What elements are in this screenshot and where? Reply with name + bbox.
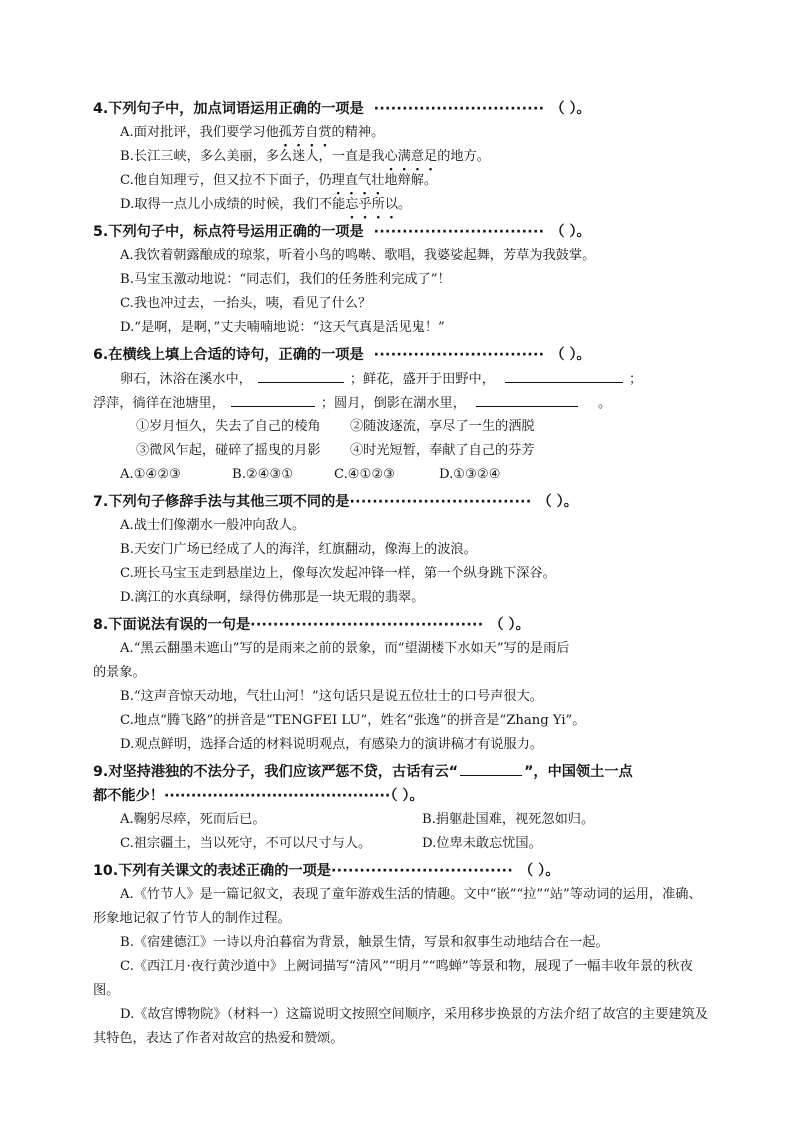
option-5c: C.我也冲过去，一抬头，咦，看见了什么？ bbox=[120, 296, 372, 311]
emphasized-char: 赏 bbox=[318, 125, 332, 140]
option-6b: B.②④③① bbox=[232, 467, 294, 482]
option-9b: B.捐躯赴国难，视死忽如归。 bbox=[422, 812, 595, 827]
poem-line-2 bbox=[93, 391, 713, 415]
option-5d: D.“是啊，是啊，”丈夫喃喃地说：“这天气真是活见鬼！” bbox=[120, 320, 445, 335]
emphasized-char: 满 bbox=[397, 149, 411, 164]
question-9-stem bbox=[93, 760, 713, 784]
question-8-stem bbox=[93, 613, 713, 637]
leader-dots: ·········································· bbox=[163, 788, 391, 804]
emphasized-char: 气 bbox=[358, 173, 372, 188]
option-7a: A.战士们像潮水一般冲向敌人。 bbox=[120, 518, 306, 533]
leader-dots: ······························ bbox=[373, 224, 545, 240]
option-10b: B.《宿建德江》一诗以舟泊暮宿为背景，触景生情，写景和叙事生动地结合在一起。 bbox=[120, 935, 609, 950]
poem-text: 卵石，沐浴在溪水中， bbox=[120, 372, 252, 387]
poem-line-1 bbox=[93, 367, 713, 391]
option-text: A.面对批评，我们要学习他 bbox=[120, 125, 279, 140]
choice-row-2 bbox=[93, 439, 713, 463]
emphasized-char: 孤 bbox=[278, 125, 292, 140]
option-8a: A.“黑云翻墨未遮山”写的是雨来之前的景象，而“望湖楼下水如天”写的是雨后 bbox=[120, 641, 570, 656]
answer-blank: （ ）。 bbox=[550, 347, 591, 363]
fill-blank bbox=[231, 391, 315, 407]
question-text: 9.对坚持港独的不法分子，我们应该严惩不贷，古话有云“ bbox=[93, 764, 459, 780]
option-9a: A.鞠躬尽瘁，死而后已。 bbox=[120, 812, 266, 827]
emphasized-char: 直 bbox=[344, 173, 358, 188]
option-10a: A.《竹节人》是一篇记叙文，表现了童年游戏生活的情趣。文中“嵌”“拉”“站”等动词的运用，准确、形象地记叙了竹节人的制作过程。 bbox=[93, 887, 702, 926]
question-4-stem bbox=[93, 97, 713, 121]
answer-blank: （ ）。 bbox=[489, 617, 530, 633]
emphasized-char: 理 bbox=[331, 173, 345, 188]
option-text: 地辩解。 bbox=[384, 173, 438, 188]
leader-dots: ································ bbox=[349, 494, 532, 510]
option-9c: C.祖宗疆土，当以死守，不可以尺寸与人。 bbox=[120, 836, 372, 851]
options-9-row-2 bbox=[93, 832, 713, 856]
fill-blank bbox=[460, 760, 522, 776]
option-7b: B.天安门广场已经成了人的海洋，红旗翻动，像海上的波浪。 bbox=[120, 542, 477, 557]
option-6c: C.④①②③ bbox=[334, 467, 396, 482]
emphasized-char: 心 bbox=[384, 149, 398, 164]
emphasized-char: 乎 bbox=[358, 197, 372, 212]
question-5-stem bbox=[93, 220, 713, 244]
option-text: B.长江三峡，多么美丽，多么迷人，一直是我 bbox=[120, 149, 385, 164]
poem-text: ； bbox=[628, 372, 643, 387]
answer-blank: （ ）。 bbox=[519, 863, 560, 879]
choice-item: ①岁月恒久，失去了自己的棱角 bbox=[136, 419, 321, 434]
question-9-stem-cont bbox=[93, 784, 713, 808]
option-4d bbox=[93, 193, 713, 217]
question-text: 都不能少！ bbox=[93, 788, 164, 804]
option-text: 。 bbox=[398, 197, 412, 212]
choice-item: ②随波逐流，享尽了一生的洒脱 bbox=[350, 419, 535, 434]
emphasized-char: 意 bbox=[410, 149, 425, 164]
option-text: 的地方。 bbox=[437, 149, 490, 164]
leader-dots: ······························ bbox=[373, 101, 545, 117]
question-text: 10.下列有关课文的表述正确的一项是 bbox=[93, 863, 331, 879]
option-8b: B.“这声音惊天动地，气壮山河！”这句话只是说五位壮士的口号声很大。 bbox=[120, 689, 543, 704]
option-6a: A.①④②③ bbox=[120, 467, 182, 482]
emphasized-char: 自 bbox=[305, 125, 319, 140]
option-6d: D.①③②④ bbox=[439, 467, 501, 482]
option-9d: D.位卑未敢忘忧国。 bbox=[422, 836, 542, 851]
choice-row-1 bbox=[93, 415, 713, 439]
emphasized-word bbox=[345, 193, 398, 217]
option-7d: D.漓江的水真绿啊，绿得仿佛那是一块无瑕的翡翠。 bbox=[120, 590, 425, 605]
question-text: 5.下列句子中，标点符号运用正确的一项是 bbox=[93, 224, 364, 240]
emphasized-char: 以 bbox=[384, 197, 399, 212]
emphasized-char: 芳 bbox=[291, 125, 306, 140]
option-5a: A.我饮着朝露酿成的琼浆，听着小鸟的鸣啭、歌唱，我婆娑起舞，芳草为我鼓掌。 bbox=[120, 248, 596, 263]
emphasized-char: 足 bbox=[424, 149, 438, 164]
option-7c: C.班长马宝玉走到悬崖边上，像每次发起冲锋一样，第一个纵身跳下深谷。 bbox=[120, 566, 556, 581]
exam-page bbox=[93, 94, 713, 1051]
fill-blank bbox=[258, 367, 344, 383]
poem-text: ；鲜花，盛开于田野中， bbox=[349, 372, 495, 387]
answer-blank: （ ）。 bbox=[550, 224, 591, 240]
emphasized-word bbox=[384, 145, 437, 169]
leader-dots: ········································· bbox=[250, 617, 484, 633]
option-8c: C.地点“腾飞路”的拼音是“TENGFEI LU”，姓名“张逸”的拼音是“Zhang Yi”。 bbox=[120, 713, 586, 728]
question-text: 4.下列句子中，加点词语运用正确的一项是 bbox=[93, 101, 364, 117]
question-6-stem bbox=[93, 343, 713, 367]
option-text: D.取得一点儿小成绩的时候，我们不能 bbox=[120, 197, 346, 212]
options-6 bbox=[93, 463, 713, 487]
emphasized-char: 壮 bbox=[371, 173, 385, 188]
option-8d: D.观点鲜明，选择合适的材料说明观点，有感染力的演讲稿才有说服力。 bbox=[120, 737, 544, 752]
emphasized-word bbox=[279, 121, 332, 145]
option-8a-cont: 的景象。 bbox=[93, 665, 146, 680]
question-7-stem bbox=[93, 490, 713, 514]
answer-blank: （ ）。 bbox=[537, 494, 578, 510]
answer-blank: （ ）。 bbox=[390, 788, 424, 804]
option-text: C.他自知理亏，但又拉不下面子，仍 bbox=[120, 173, 332, 188]
fill-blank bbox=[476, 391, 578, 407]
leader-dots: ······························ bbox=[373, 347, 545, 363]
question-text: 8.下面说法有误的一句是 bbox=[93, 617, 251, 633]
leader-dots: ································ bbox=[330, 863, 514, 879]
question-text: 6.在横线上填上合适的诗句，正确的一项是 bbox=[93, 347, 364, 363]
option-10c: C.《西江月·夜行黄沙道中》上阙词描写“清风”“明月”“鸣蝉”等景和物，展现了一幅丰收年景的秋夜图。 bbox=[93, 959, 693, 998]
emphasized-char: 忘 bbox=[345, 197, 359, 212]
emphasized-word bbox=[332, 169, 385, 193]
emphasized-char: 所 bbox=[371, 197, 385, 212]
choice-item: ③微风乍起，碰碎了摇曳的月影 bbox=[136, 443, 321, 458]
question-text: 7.下列句子修辞手法与其他三项不同的是 bbox=[93, 494, 350, 510]
choice-item: ④时光短暂，奉献了自己的芬芳 bbox=[350, 443, 535, 458]
fill-blank bbox=[505, 367, 623, 383]
poem-text: 。 bbox=[597, 396, 612, 411]
options-9-row-1 bbox=[93, 808, 713, 832]
question-10-stem bbox=[93, 859, 713, 883]
option-5b: B.马宝玉激动地说：“同志们，我们的任务胜利完成了”！ bbox=[120, 272, 451, 287]
option-text: 的精神。 bbox=[331, 125, 385, 140]
answer-blank: （ ）。 bbox=[550, 101, 591, 117]
poem-text: ；圆月，倒影在湖水里， bbox=[320, 396, 466, 411]
option-10d: D.《故宫博物院》（材料一）这篇说明文按照空间顺序，采用移步换景的方法介绍了故宫的主要建筑及其特色，表达了作者对故宫的热爱和赞颂。 bbox=[93, 1007, 708, 1046]
option-4a bbox=[93, 121, 713, 145]
poem-text: 浮萍，徜徉在池塘里， bbox=[93, 396, 225, 411]
option-4b bbox=[93, 145, 713, 169]
question-text: ”，中国领土一点 bbox=[524, 764, 633, 780]
